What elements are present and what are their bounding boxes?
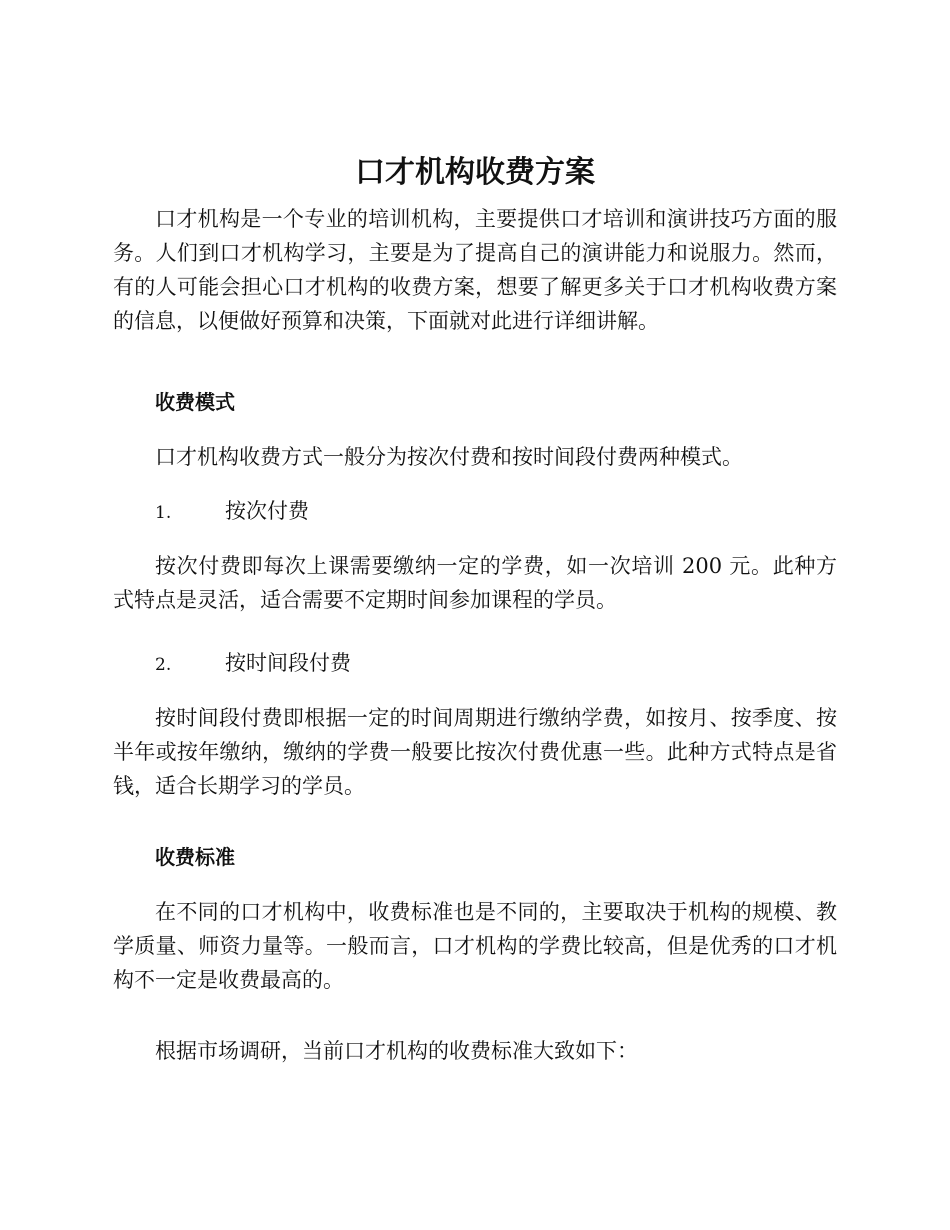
document-title: 口才机构收费方案 xyxy=(355,155,595,190)
section-heading-fee-mode: 收费模式 xyxy=(155,390,235,414)
list-item-2 xyxy=(113,646,837,682)
market-research-block xyxy=(113,1034,837,1068)
list-label: 按时间段付费 xyxy=(225,651,351,675)
fee-mode-summary: 口才机构收费方式一般分为按次付费和按时间段付费两种模式。 xyxy=(155,445,743,469)
market-research-paragraph: 根据市场调研，当前口才机构的收费标准大致如下： xyxy=(155,1039,638,1063)
section-fee-standard xyxy=(113,840,837,874)
list-item-1 xyxy=(113,494,837,530)
intro-paragraph-block xyxy=(113,202,837,338)
section-fee-mode xyxy=(113,385,837,419)
intro-paragraph: 口才机构是一个专业的培训机构，主要提供口才培训和演讲技巧方面的服务。人们到口才机构学习，主要是为了提高自己的演讲能力和说服力。然而，有的人可能会担心口才机构的收费方案，想要了解更多关于口才机构收费方案的信息，以便做好预算和决策，下面就对此进行详细讲解。 xyxy=(113,207,837,333)
fee-standard-para-block xyxy=(113,895,837,997)
list-number: 2. xyxy=(155,655,172,675)
section-heading-fee-standard: 收费标准 xyxy=(155,845,235,869)
per-session-desc: 按次付费即每次上课需要缴纳一定的学费，如一次培训 200 元。此种方式特点是灵活，适合需要不定期时间参加课程的学员。 xyxy=(113,554,837,612)
per-session-desc-block xyxy=(113,549,837,617)
period-desc: 按时间段付费即根据一定的时间周期进行缴纳学费，如按月、按季度、按半年或按年缴纳，缴纳的学费一般要比按次付费优惠一些。此种方式特点是省钱，适合长期学习的学员。 xyxy=(113,706,837,798)
fee-mode-summary-block xyxy=(113,440,837,474)
list-number: 1. xyxy=(155,503,172,523)
list-label: 按次付费 xyxy=(225,499,309,523)
period-desc-block xyxy=(113,701,837,803)
fee-standard-paragraph: 在不同的口才机构中，收费标准也是不同的，主要取决于机构的规模、教学质量、师资力量等。一般而言，口才机构的学费比较高，但是优秀的口才机构不一定是收费最高的。 xyxy=(113,900,837,992)
